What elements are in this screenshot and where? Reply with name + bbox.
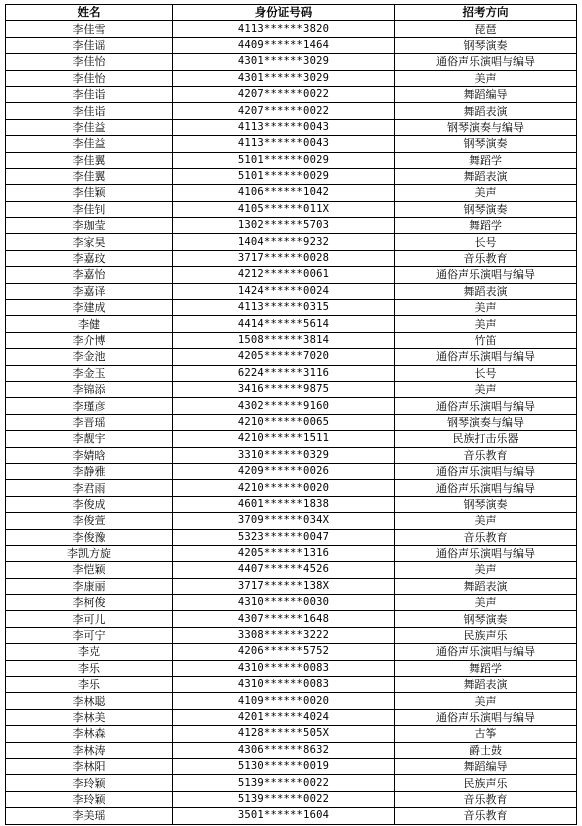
direction-cell: 通俗声乐演唱与编导	[395, 480, 577, 496]
applicant-table	[5, 4, 577, 825]
id-number-cell: 4207******0022	[173, 103, 395, 119]
direction-cell: 爵士鼓	[395, 742, 577, 758]
direction-cell: 美声	[395, 693, 577, 709]
roster-sheet	[5, 4, 576, 825]
table-row	[6, 398, 577, 414]
direction-cell: 美声	[395, 513, 577, 529]
id-number-cell: 3310******0329	[173, 447, 395, 463]
name-cell: 李林聪	[6, 693, 173, 709]
name-cell: 李俊豫	[6, 529, 173, 545]
name-cell: 李佳怡	[6, 54, 173, 70]
table-row	[6, 545, 577, 561]
table-row	[6, 152, 577, 168]
name-cell: 李林美	[6, 709, 173, 725]
direction-cell: 钢琴演奏	[395, 611, 577, 627]
id-number-cell: 5139******0022	[173, 775, 395, 791]
name-cell: 李晋瑶	[6, 414, 173, 430]
id-number-cell: 4205******1316	[173, 545, 395, 561]
direction-cell: 音乐教育	[395, 250, 577, 266]
table-row	[6, 660, 577, 676]
name-cell: 李建成	[6, 300, 173, 316]
table-row	[6, 431, 577, 447]
id-number-cell: 3709******034X	[173, 513, 395, 529]
table-row	[6, 185, 577, 201]
id-number-cell: 4310******0083	[173, 677, 395, 693]
id-number-cell: 4301******3029	[173, 70, 395, 86]
header-id-number: 身份证号码	[173, 5, 395, 21]
table-row	[6, 447, 577, 463]
direction-cell: 通俗声乐演唱与编导	[395, 54, 577, 70]
direction-cell: 竹笛	[395, 332, 577, 348]
name-cell: 李佳怡	[6, 70, 173, 86]
name-cell: 李锦添	[6, 381, 173, 397]
name-cell: 李健	[6, 316, 173, 332]
direction-cell: 音乐教育	[395, 791, 577, 807]
table-row	[6, 168, 577, 184]
direction-cell: 舞蹈表演	[395, 578, 577, 594]
id-number-cell: 4128******505X	[173, 726, 395, 742]
table-row	[6, 414, 577, 430]
table-row	[6, 775, 577, 791]
direction-cell: 钢琴演奏与编导	[395, 414, 577, 430]
id-number-cell: 4310******0030	[173, 595, 395, 611]
direction-cell: 通俗声乐演唱与编导	[395, 709, 577, 725]
table-row	[6, 726, 577, 742]
table-row	[6, 513, 577, 529]
direction-cell: 舞蹈表演	[395, 283, 577, 299]
table-row	[6, 709, 577, 725]
id-number-cell: 4307******1648	[173, 611, 395, 627]
id-number-cell: 4113******0043	[173, 119, 395, 135]
direction-cell: 音乐教育	[395, 529, 577, 545]
table-row	[6, 381, 577, 397]
id-number-cell: 4210******0020	[173, 480, 395, 496]
id-number-cell: 4113******3820	[173, 21, 395, 37]
name-cell: 李佳翼	[6, 168, 173, 184]
table-row	[6, 611, 577, 627]
name-cell: 李嘉译	[6, 283, 173, 299]
table-row	[6, 677, 577, 693]
direction-cell: 琵琶	[395, 21, 577, 37]
name-cell: 李俊成	[6, 496, 173, 512]
direction-cell: 舞蹈学	[395, 660, 577, 676]
id-number-cell: 5130******0019	[173, 758, 395, 774]
name-cell: 李佳益	[6, 136, 173, 152]
name-cell: 李佳雪	[6, 21, 173, 37]
direction-cell: 通俗声乐演唱与编导	[395, 267, 577, 283]
id-number-cell: 4301******3029	[173, 54, 395, 70]
header-name: 姓名	[6, 5, 173, 21]
direction-cell: 美声	[395, 316, 577, 332]
name-cell: 李嘉怡	[6, 267, 173, 283]
name-cell: 李家昊	[6, 234, 173, 250]
id-number-cell: 6224******3116	[173, 365, 395, 381]
direction-cell: 通俗声乐演唱与编导	[395, 463, 577, 479]
name-cell: 李凯方旋	[6, 545, 173, 561]
name-cell: 李婧晗	[6, 447, 173, 463]
name-cell: 李玲颖	[6, 775, 173, 791]
table-row	[6, 480, 577, 496]
direction-cell: 舞蹈编导	[395, 758, 577, 774]
table-row	[6, 578, 577, 594]
direction-cell: 钢琴演奏与编导	[395, 119, 577, 135]
direction-cell: 通俗声乐演唱与编导	[395, 349, 577, 365]
name-cell: 李乐	[6, 677, 173, 693]
table-row	[6, 201, 577, 217]
id-number-cell: 3501******1604	[173, 808, 395, 824]
id-number-cell: 4409******1464	[173, 37, 395, 53]
id-number-cell: 4414******5614	[173, 316, 395, 332]
direction-cell: 美声	[395, 595, 577, 611]
direction-cell: 钢琴演奏	[395, 496, 577, 512]
id-number-cell: 4109******0020	[173, 693, 395, 709]
id-number-cell: 1508******3814	[173, 332, 395, 348]
direction-cell: 美声	[395, 381, 577, 397]
table-row	[6, 54, 577, 70]
table-row	[6, 332, 577, 348]
direction-cell: 音乐教育	[395, 808, 577, 824]
id-number-cell: 4601******1838	[173, 496, 395, 512]
table-row	[6, 529, 577, 545]
table-row	[6, 365, 577, 381]
id-number-cell: 4205******7020	[173, 349, 395, 365]
direction-cell: 钢琴演奏	[395, 37, 577, 53]
id-number-cell: 5101******0029	[173, 152, 395, 168]
id-number-cell: 4113******0315	[173, 300, 395, 316]
table-row	[6, 218, 577, 234]
direction-cell: 长号	[395, 234, 577, 250]
name-cell: 李恺颖	[6, 562, 173, 578]
table-row	[6, 250, 577, 266]
name-cell: 李俊萱	[6, 513, 173, 529]
table-row	[6, 742, 577, 758]
table-row	[6, 70, 577, 86]
direction-cell: 舞蹈表演	[395, 103, 577, 119]
direction-cell: 美声	[395, 70, 577, 86]
direction-cell: 通俗声乐演唱与编导	[395, 545, 577, 561]
table-row	[6, 37, 577, 53]
name-cell: 李柯俊	[6, 595, 173, 611]
id-number-cell: 3308******3222	[173, 627, 395, 643]
id-number-cell: 4310******0083	[173, 660, 395, 676]
direction-cell: 钢琴演奏	[395, 136, 577, 152]
id-number-cell: 4209******0026	[173, 463, 395, 479]
table-row	[6, 300, 577, 316]
direction-cell: 舞蹈表演	[395, 168, 577, 184]
direction-cell: 美声	[395, 185, 577, 201]
table-row	[6, 316, 577, 332]
id-number-cell: 4212******0061	[173, 267, 395, 283]
id-number-cell: 5101******0029	[173, 168, 395, 184]
id-number-cell: 5323******0047	[173, 529, 395, 545]
name-cell: 李可宁	[6, 627, 173, 643]
id-number-cell: 1424******0024	[173, 283, 395, 299]
direction-cell: 民族声乐	[395, 775, 577, 791]
name-cell: 李嘉玟	[6, 250, 173, 266]
table-row	[6, 21, 577, 37]
table-row	[6, 644, 577, 660]
name-cell: 李瑾彦	[6, 398, 173, 414]
name-cell: 李静雅	[6, 463, 173, 479]
name-cell: 李佳益	[6, 119, 173, 135]
name-cell: 李佳颖	[6, 185, 173, 201]
direction-cell: 舞蹈学	[395, 218, 577, 234]
header-direction: 招考方向	[395, 5, 577, 21]
direction-cell: 美声	[395, 562, 577, 578]
table-row	[6, 86, 577, 102]
id-number-cell: 3717******138X	[173, 578, 395, 594]
table-row	[6, 627, 577, 643]
id-number-cell: 3416******9875	[173, 381, 395, 397]
direction-cell: 钢琴演奏	[395, 201, 577, 217]
id-number-cell: 4207******0022	[173, 86, 395, 102]
id-number-cell: 1302******5703	[173, 218, 395, 234]
name-cell: 李康丽	[6, 578, 173, 594]
name-cell: 李佳诣	[6, 103, 173, 119]
id-number-cell: 4302******9160	[173, 398, 395, 414]
table-header-row	[6, 5, 577, 21]
table-row	[6, 103, 577, 119]
table-row	[6, 463, 577, 479]
table-row	[6, 562, 577, 578]
direction-cell: 舞蹈编导	[395, 86, 577, 102]
id-number-cell: 4210******1511	[173, 431, 395, 447]
table-row	[6, 595, 577, 611]
name-cell: 李珈莹	[6, 218, 173, 234]
id-number-cell: 3717******0028	[173, 250, 395, 266]
table-row	[6, 136, 577, 152]
name-cell: 李佳谣	[6, 37, 173, 53]
direction-cell: 民族打击乐器	[395, 431, 577, 447]
name-cell: 李可儿	[6, 611, 173, 627]
id-number-cell: 4201******4024	[173, 709, 395, 725]
id-number-cell: 4106******1042	[173, 185, 395, 201]
direction-cell: 舞蹈学	[395, 152, 577, 168]
table-row	[6, 791, 577, 807]
name-cell: 李佳钊	[6, 201, 173, 217]
direction-cell: 音乐教育	[395, 447, 577, 463]
name-cell: 李乐	[6, 660, 173, 676]
id-number-cell: 4306******8632	[173, 742, 395, 758]
name-cell: 李林涛	[6, 742, 173, 758]
id-number-cell: 1404******9232	[173, 234, 395, 250]
name-cell: 李佳诣	[6, 86, 173, 102]
direction-cell: 通俗声乐演唱与编导	[395, 644, 577, 660]
direction-cell: 舞蹈表演	[395, 677, 577, 693]
name-cell: 李君雨	[6, 480, 173, 496]
table-row	[6, 758, 577, 774]
name-cell: 李介博	[6, 332, 173, 348]
direction-cell: 通俗声乐演唱与编导	[395, 398, 577, 414]
table-row	[6, 283, 577, 299]
table-row	[6, 496, 577, 512]
name-cell: 李林阳	[6, 758, 173, 774]
table-row	[6, 349, 577, 365]
id-number-cell: 4206******5752	[173, 644, 395, 660]
table-row	[6, 693, 577, 709]
name-cell: 李金玉	[6, 365, 173, 381]
id-number-cell: 4407******4526	[173, 562, 395, 578]
name-cell: 李金池	[6, 349, 173, 365]
name-cell: 李玲颖	[6, 791, 173, 807]
table-row	[6, 808, 577, 824]
direction-cell: 民族声乐	[395, 627, 577, 643]
id-number-cell: 4210******0065	[173, 414, 395, 430]
name-cell: 李靓宇	[6, 431, 173, 447]
table-body	[6, 21, 577, 824]
name-cell: 李克	[6, 644, 173, 660]
direction-cell: 长号	[395, 365, 577, 381]
table-row	[6, 267, 577, 283]
name-cell: 李林森	[6, 726, 173, 742]
table-row	[6, 119, 577, 135]
name-cell: 李美瑶	[6, 808, 173, 824]
id-number-cell: 5139******0022	[173, 791, 395, 807]
direction-cell: 古筝	[395, 726, 577, 742]
id-number-cell: 4105******011X	[173, 201, 395, 217]
id-number-cell: 4113******0043	[173, 136, 395, 152]
direction-cell: 美声	[395, 300, 577, 316]
name-cell: 李佳翼	[6, 152, 173, 168]
table-row	[6, 234, 577, 250]
